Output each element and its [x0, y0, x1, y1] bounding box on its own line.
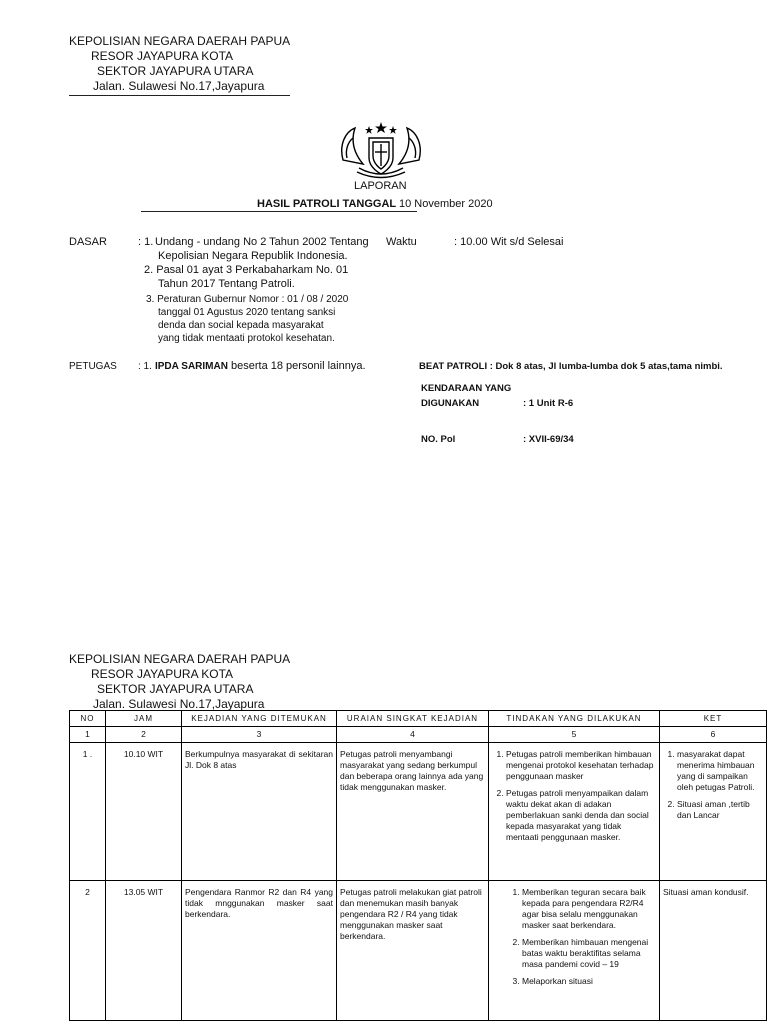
header-tindakan: TINDAKAN YANG DILAKUKAN	[489, 711, 660, 727]
row-2-ket: Situasi aman kondusif.	[660, 881, 767, 1021]
row-2-tindakan-item-1: 1. Memberikan teguran secara baik kepada para pengendara R2/R4 agar bisa selalu menggunakan masker saat berkendara.	[522, 887, 656, 931]
row-2-uraian: Petugas patroli melakukan giat patroli dan menemukan masih banyak pengendara R2 / R4 yang tidak menggunakan masker saat berkendara.	[337, 881, 489, 1021]
dasar-waktu-value: : 10.00 Wit s/d Selesai	[454, 236, 564, 248]
beat-patroli-value: : Dok 8 atas, Jl lumba-lumba dok 5 atas,tama nimbi.	[489, 361, 723, 372]
col-number-5: 5	[489, 727, 660, 743]
header2-line-3: SEKTOR JAYAPURA UTARA	[97, 682, 254, 696]
row-2-tindakan-item-3: 3. Melaporkan situasi	[522, 976, 656, 987]
row-1-tindakan	[489, 743, 660, 881]
header-ket: KET	[660, 711, 767, 727]
beat-patroli-label: BEAT PATROLI	[419, 361, 488, 372]
institution-header-top	[69, 34, 299, 94]
col-number-1: 1	[70, 727, 106, 743]
dasar-item-3-d: yang tidak mentaati protokol kesehatan.	[158, 333, 335, 344]
header-line-2: RESOR JAYAPURA KOTA	[91, 49, 234, 63]
beat-patroli	[419, 361, 723, 372]
kendaraan-label-2: DIGUNAKAN	[421, 398, 480, 409]
row-1-ket-item-1: 1. masyarakat dapat menerima himbauan yang di sampaikan oleh petugas Patroli.	[677, 749, 763, 793]
row-2-tindakan-item-2: 2. Memberikan himbauan mengenai batas waktu beraktifitas selama masa pandemi covid – 19	[522, 937, 656, 970]
petugas-num: : 1.	[138, 361, 152, 372]
petugas-rest: beserta 18 personil lainnya.	[231, 360, 366, 372]
report-subtitle-prefix: HASIL PATROLI TANGGAL	[257, 198, 396, 210]
header-line-1: KEPOLISIAN NEGARA DAERAH PAPUA	[69, 34, 291, 48]
dasar-item-2-b: Tahun 2017 Tentang Patroli.	[158, 278, 295, 290]
report-title: LAPORAN	[354, 180, 407, 192]
institution-header-bottom	[69, 652, 299, 712]
row-2-no: 2	[70, 881, 106, 1021]
header-no: NO	[70, 711, 106, 727]
dasar-item-1-num: : 1.	[138, 236, 154, 248]
row-1-tindakan-item-2: 2. Petugas patroli menyampaikan dalam waktu dekat akan di adakan pemberlakuan sanki denda dan social kepada masyarakat yang tidak mentaati penggunaan masker.	[506, 788, 656, 843]
dasar-item-3-a: 3. Peraturan Gubernur Nomor : 01 / 08 / 2020	[146, 294, 349, 305]
row-1-ket-item-2: 2. Situasi aman ,tertib dan Lancar	[677, 799, 763, 821]
header-jam: JAM	[106, 711, 182, 727]
dasar-item-1-a: Undang - undang No 2 Tahun 2002 Tentang	[155, 236, 369, 248]
header2-line-2: RESOR JAYAPURA KOTA	[91, 667, 234, 681]
kendaraan-value: : 1 Unit R-6	[523, 398, 574, 409]
table-number-row	[70, 727, 767, 743]
header2-line-4: Jalan. Sulawesi No.17,Jayapura	[93, 697, 265, 711]
table-header-row	[70, 711, 767, 727]
table-row	[70, 743, 767, 881]
header-line-3: SEKTOR JAYAPURA UTARA	[97, 64, 254, 78]
col-number-6: 6	[660, 727, 767, 743]
petugas-label: PETUGAS	[69, 361, 117, 372]
header-kejadian: KEJADIAN YANG DITEMUKAN	[182, 711, 337, 727]
col-number-2: 2	[106, 727, 182, 743]
row-1-uraian: Petugas patroli menyambangi masyarakat yang sedang berkumpul dan beberapa orang lainnya ada yang tidak menggunakan masker.	[337, 743, 489, 881]
header-underline	[69, 95, 290, 96]
report-subtitle-date: 10 November 2020	[399, 198, 493, 210]
header-uraian: URAIAN SINGKAT KEJADIAN	[337, 711, 489, 727]
row-1-ket	[660, 743, 767, 881]
police-emblem	[335, 120, 427, 182]
table-row	[70, 881, 767, 1021]
header-line-4: Jalan. Sulawesi No.17,Jayapura	[93, 79, 265, 93]
petugas-line	[138, 360, 366, 372]
patrol-report-table	[69, 710, 767, 1021]
dasar-item-3-c: denda dan social kepada masyarakat	[158, 320, 324, 331]
petugas-name: IPDA SARIMAN	[154, 361, 228, 372]
nopol-label: NO. Pol	[421, 434, 456, 445]
row-2-kejadian: Pengendara Ranmor R2 dan R4 yang tidak mnggunakan masker saat berkendara.	[182, 881, 337, 1021]
dasar-waktu-label: Waktu	[386, 236, 417, 248]
title-underline	[141, 211, 417, 212]
dasar-item-3-b: tanggal 01 Agustus 2020 tentang sanksi	[158, 307, 336, 318]
row-2-tindakan	[489, 881, 660, 1021]
dasar-item-2-a: 2. Pasal 01 ayat 3 Perkabaharkam No. 01	[144, 264, 349, 276]
kendaraan-label-1: KENDARAAN YANG	[421, 383, 512, 394]
col-number-4: 4	[337, 727, 489, 743]
row-1-tindakan-item-1: 1. Petugas patroli memberikan himbauan mengenai protokol kesehatan terhadap penggunaan masker	[506, 749, 656, 782]
dasar-item-3	[146, 293, 348, 345]
row-1-no: 1 .	[70, 743, 106, 881]
row-2-jam: 13.05 WIT	[106, 881, 182, 1021]
nopol-value: : XVII-69/34	[523, 434, 574, 445]
dasar-item-1-b: Kepolisian Negara Republik Indonesia.	[158, 250, 348, 262]
col-number-3: 3	[182, 727, 337, 743]
row-1-kejadian: Berkumpulnya masyarakat di sekitaran Jl. Dok 8 atas	[182, 743, 337, 881]
header2-line-1: KEPOLISIAN NEGARA DAERAH PAPUA	[69, 652, 291, 666]
dasar-label: DASAR	[69, 236, 107, 248]
row-1-jam: 10.10 WIT	[106, 743, 182, 881]
report-subtitle	[257, 198, 493, 210]
